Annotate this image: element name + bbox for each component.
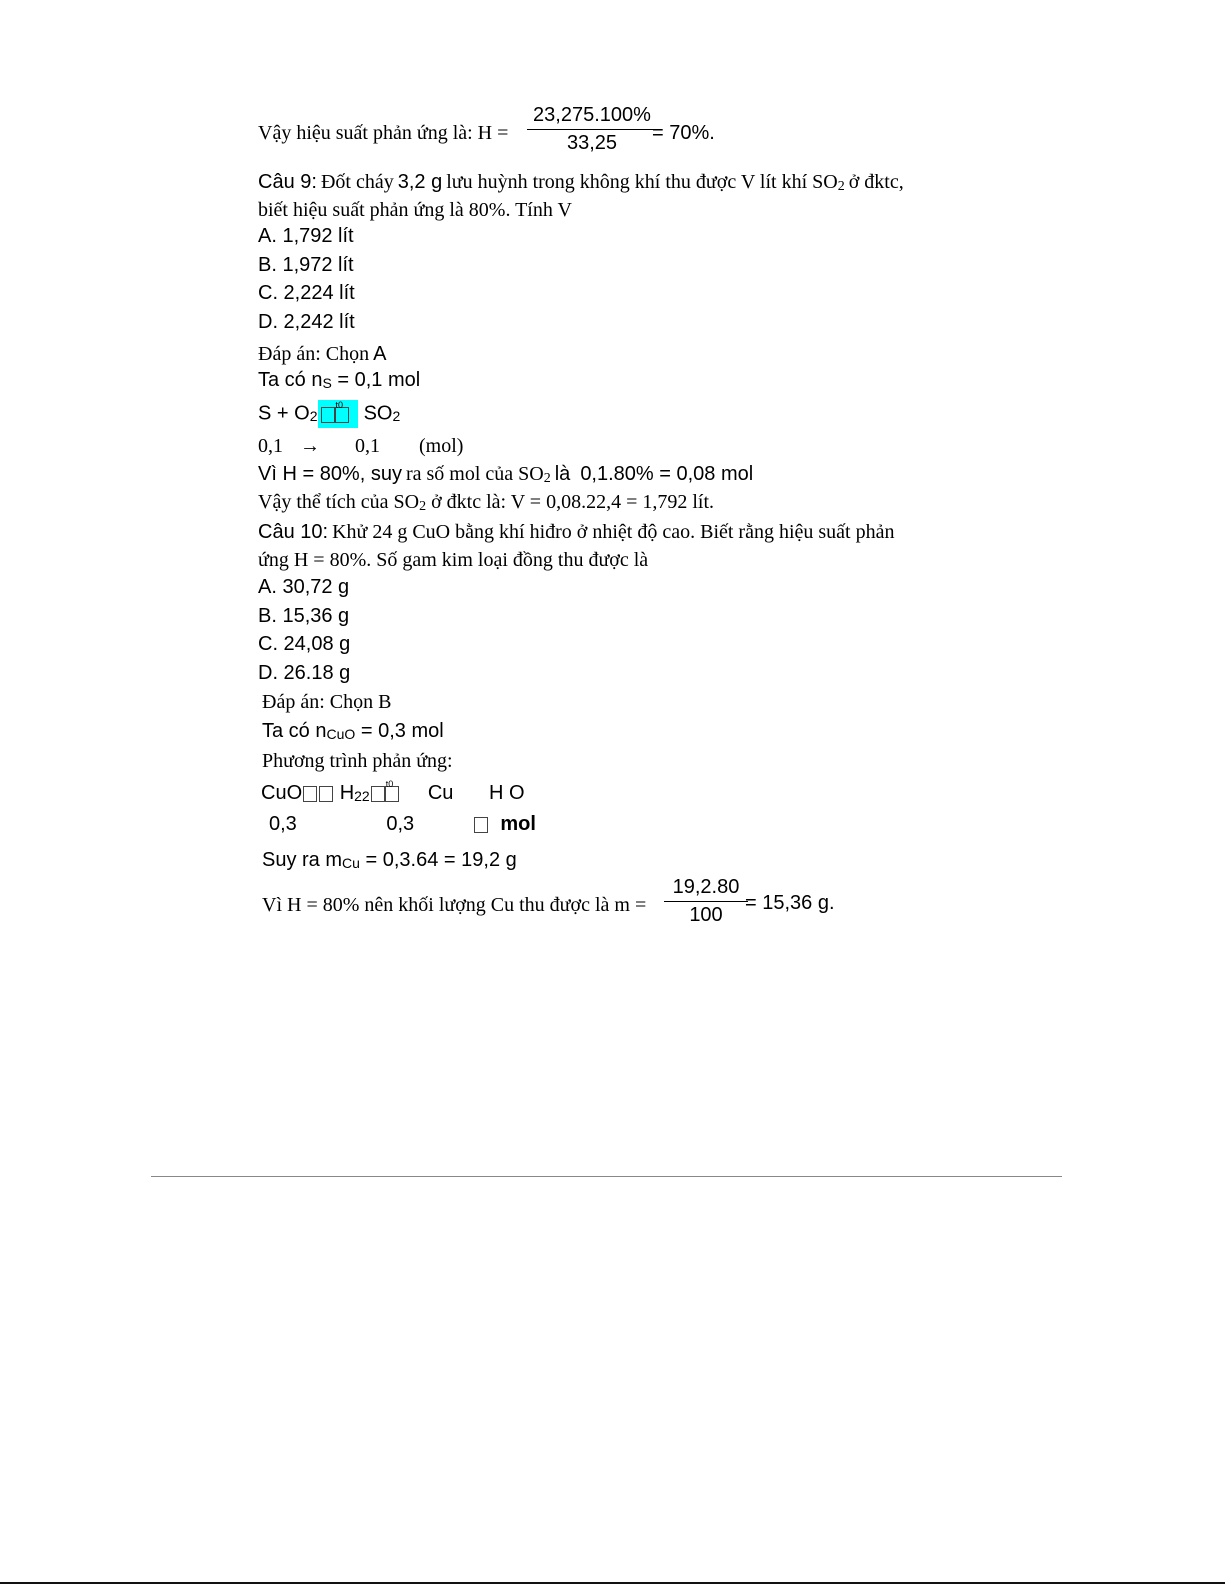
page-divider <box>151 1176 1062 1177</box>
q10-option-d: D. 26.18 g <box>258 662 351 684</box>
q9-vi-1: Vì H = 80%, suy <box>258 463 402 485</box>
q9-eq-right: SO <box>363 402 393 425</box>
q9-given-sub: S <box>322 375 332 391</box>
q9-answer <box>258 342 386 368</box>
q10-mass-result: = 15,36 g. <box>745 892 835 914</box>
q9-eq-right-sub: 2 <box>392 408 401 425</box>
q9-volume-1: Vậy thể tích của SO <box>258 491 420 513</box>
q9-mol-b: 0,1 <box>355 435 380 457</box>
q10-prefix: Câu 10: <box>258 521 329 543</box>
q9-option-a: A. 1,792 lít <box>258 225 354 247</box>
q9-text-2-sub: 2 <box>837 179 845 194</box>
q9-volume-2: ở đktc là: V = 0,08.22,4 = 1,792 lít. <box>431 491 715 513</box>
efficiency-fraction <box>527 104 657 155</box>
q9-vi-2: ra số mol của SO <box>405 463 544 485</box>
q9-answer-letter: A <box>373 343 387 365</box>
q10-mol-b: 0,3 <box>386 813 415 835</box>
q9-text-3: ở đktc, <box>848 171 904 193</box>
fraction-denominator: 33,25 <box>566 132 618 154</box>
q9-mol-row <box>258 434 463 458</box>
q10-mol-row <box>269 812 536 836</box>
missing-glyph-icon <box>371 786 385 802</box>
missing-glyph-icon <box>319 786 333 802</box>
q10-eq-h: H <box>339 782 355 804</box>
q10-eq-h2o: H O <box>488 782 525 804</box>
missing-glyph-icon <box>303 786 317 802</box>
q10-suy-sub: Cu <box>342 855 360 871</box>
q10-mol-a: 0,3 <box>269 813 297 835</box>
q10-eq-cuo: CuO <box>261 782 303 804</box>
q10-suy-label: Suy ra m <box>262 849 343 871</box>
efficiency-label: Vậy hiệu suất phản ứng là: H = <box>258 122 509 144</box>
q9-option-c: C. 2,224 lít <box>258 282 355 304</box>
q10-text-1: Khử 24 g CuO bằng khí hiđro ở nhiệt độ cao. Biết rằng hiệu suất phản <box>332 521 895 543</box>
fraction-bar <box>664 901 748 902</box>
q9-answer-label: Đáp án: Chọn <box>258 343 370 365</box>
q10-option-a: A. 30,72 g <box>258 576 350 598</box>
q9-vi-3: là <box>554 463 571 485</box>
q9-given-label: Ta có n <box>258 369 323 391</box>
page-bottom-border <box>0 1582 1225 1584</box>
fraction-numerator: 23,275.100% <box>533 104 651 126</box>
q10-suy-value: = 0,3.64 = 19,2 g <box>365 849 517 871</box>
q9-prefix: Câu 9: <box>258 171 317 193</box>
q10-given <box>262 719 444 744</box>
missing-glyph-icon <box>474 817 488 833</box>
q9-vi-2-sub: 2 <box>543 471 551 486</box>
q10-equation-title: Phương trình phản ứng: <box>262 750 453 772</box>
q9-equation <box>258 400 400 428</box>
q9-mol-a: 0,1 <box>258 435 283 457</box>
q10-mol-unit: mol <box>500 813 536 835</box>
fraction-bar <box>527 129 657 130</box>
q9-given-value: = 0,1 mol <box>337 369 421 391</box>
q9-volume-sub: 2 <box>419 499 427 514</box>
q10-given-value: = 0,3 mol <box>360 720 444 742</box>
q10-eq-temp: t0 <box>385 779 394 789</box>
q9-eq-left: S + O <box>258 402 310 425</box>
q10-eq-cu: Cu <box>427 782 454 804</box>
q9-eq-highlight <box>318 400 359 428</box>
q9-mol-unit: (mol) <box>419 435 464 457</box>
q9-option-d: D. 2,242 lít <box>258 311 355 333</box>
q9-text-2: lưu huỳnh trong không khí thu được V lít khí SO <box>446 171 838 193</box>
missing-glyph-icon <box>321 407 335 423</box>
q9-volume-line <box>258 490 714 517</box>
q9-line-2: biết hiệu suất phản ứng là 80%. Tính V <box>258 199 572 221</box>
q9-text-1: Đốt cháy <box>320 171 394 193</box>
q9-vi-line <box>258 462 753 489</box>
q10-option-c: C. 24,08 g <box>258 633 351 655</box>
q9-mass: 3,2 g <box>397 171 443 193</box>
q10-given-sub: CuO <box>326 726 356 742</box>
q9-vi-4: 0,1.80% = 0,08 mol <box>580 463 754 485</box>
efficiency-result: = 70%. <box>652 122 715 144</box>
q10-eq-h-sub: 22 <box>354 788 370 804</box>
q10-option-b: B. 15,36 g <box>258 605 350 627</box>
q10-suy <box>262 848 517 873</box>
arrow-icon: → <box>300 435 320 457</box>
fraction-numerator: 19,2.80 <box>672 876 740 898</box>
q9-eq-left-sub: 2 <box>309 408 318 425</box>
fraction-denominator: 100 <box>689 904 723 926</box>
q10-mass-fraction <box>664 876 748 927</box>
q10-line-2: ứng H = 80%. Số gam kim loại đồng thu được là <box>258 549 649 571</box>
q9-line-1 <box>258 170 904 197</box>
q10-mass-label: Vì H = 80% nên khối lượng Cu thu được là m = <box>262 894 647 916</box>
q9-option-b: B. 1,972 lít <box>258 254 354 276</box>
q9-eq-temp: t0 <box>335 400 344 410</box>
q10-given-label: Ta có n <box>262 720 327 742</box>
q10-answer: Đáp án: Chọn B <box>262 691 392 713</box>
q10-equation <box>261 781 525 808</box>
q10-line-1 <box>258 520 895 546</box>
q9-given <box>258 368 420 393</box>
